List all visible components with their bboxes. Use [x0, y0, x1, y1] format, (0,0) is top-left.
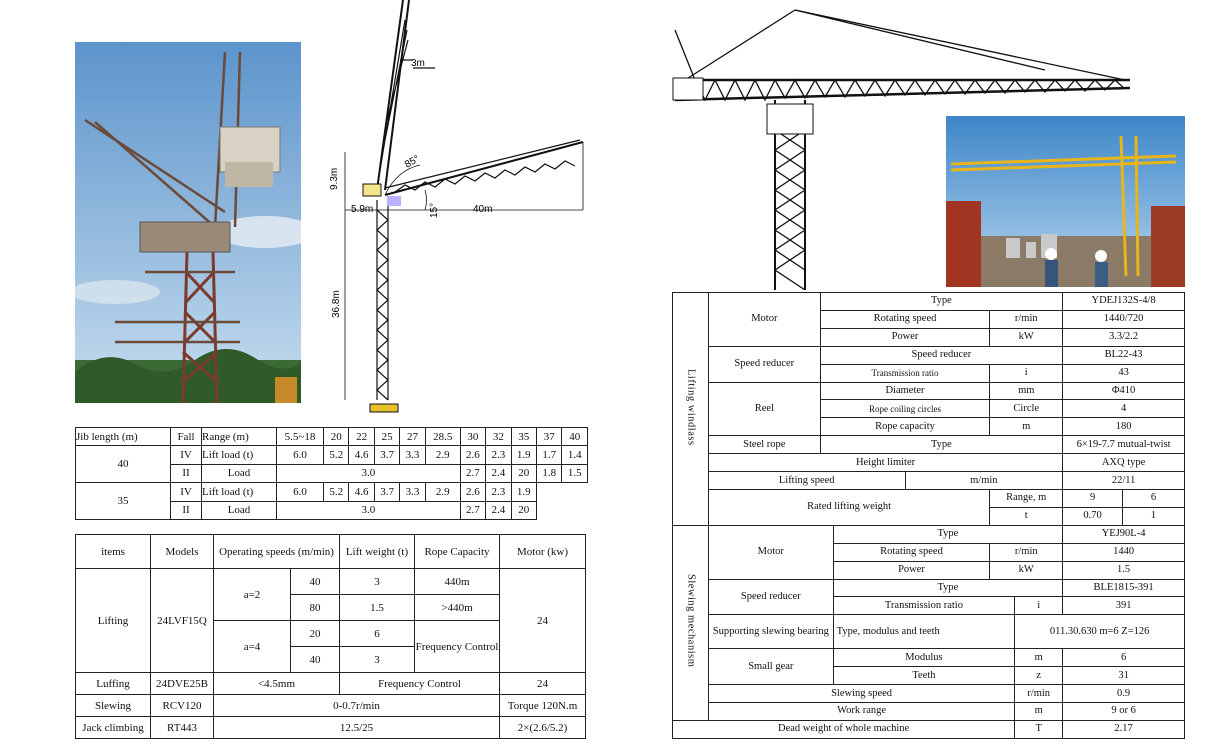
table-header-cell: Motor (kw) [500, 535, 586, 569]
table-header-cell: 40 [562, 428, 588, 446]
speed-cell: 20 [291, 621, 340, 647]
tower-crane-photo [946, 116, 1185, 287]
table-row [76, 569, 586, 595]
spec-value: 391 [1063, 597, 1185, 615]
spec-sub: Rotating speed [833, 543, 990, 561]
table-row [673, 579, 1185, 597]
motor-cell: Torque 120N.m [500, 695, 586, 717]
value-cell: 2.7 [460, 501, 485, 519]
spec-label: Height limiter [708, 454, 1062, 472]
diagram-label-15: 15° [429, 202, 440, 218]
spec-value: 6×19-7.7 mutual-twist [1063, 436, 1185, 454]
table-header-cell: 27 [400, 428, 425, 446]
spec-value: 180 [1063, 418, 1185, 436]
table-header-cell: 22 [349, 428, 374, 446]
table-header-cell: Rope Capacity [415, 535, 500, 569]
spec-unit: i [1015, 597, 1063, 615]
value-cell: 1.8 [537, 464, 562, 482]
spec-unit: m [990, 418, 1063, 436]
spec-sub: Modulus [833, 649, 1015, 667]
table-header-cell: 30 [460, 428, 485, 446]
value-cell: 1.9 [511, 446, 536, 464]
spec-sub: Diameter [820, 382, 990, 400]
jib-length-cell: 35 [76, 483, 171, 520]
item-cell: Lifting [76, 569, 151, 673]
spec-unit: z [1015, 667, 1063, 685]
value-cell: 5.2 [324, 446, 349, 464]
table-header-cell: 25 [374, 428, 399, 446]
value-cell: 1.7 [537, 446, 562, 464]
spec-unit: r/min [990, 543, 1063, 561]
table-header-cell: Jib length (m) [76, 428, 171, 446]
table-row [673, 489, 1185, 507]
spec-unit: kW [990, 561, 1063, 579]
table-row [76, 535, 586, 569]
spec-value: 0.9 [1063, 685, 1185, 703]
spec-unit: T [1015, 720, 1063, 738]
fall-cell: IV [171, 446, 202, 464]
spec-sub: Speed reducer [820, 346, 1062, 364]
table-header-cell: 5.5~18 [277, 428, 324, 446]
table-row [673, 703, 1185, 721]
weight-cell: 3 [340, 647, 415, 673]
table-header-cell: 20 [324, 428, 349, 446]
spec-value: Φ410 [1063, 382, 1185, 400]
group-label: Lifting windlass [685, 368, 697, 446]
table-row [673, 685, 1185, 703]
item-cell: Luffing [76, 673, 151, 695]
table-row [76, 483, 588, 501]
rope-cell: >440m [415, 595, 500, 621]
weight-cell: 3 [340, 569, 415, 595]
rope-cell: 440m [415, 569, 500, 595]
frequency-control-cell: Frequency Control [415, 621, 500, 673]
spec-value: 9 or 6 [1063, 703, 1185, 721]
table-header-cell: Operating speeds (m/min) [214, 535, 340, 569]
value-cell: 2.3 [486, 446, 511, 464]
table-row [76, 695, 586, 717]
empty-cell [562, 483, 588, 501]
value-cell: 3.7 [374, 446, 399, 464]
spec-value: BLE1815-391 [1063, 579, 1185, 597]
spec-label: Lifting speed [708, 472, 905, 490]
weight-cell: 6 [340, 621, 415, 647]
spec-unit: r/min [990, 310, 1063, 328]
specification-table [672, 292, 1185, 739]
value-cell: 3.3 [400, 483, 425, 501]
model-cell: 24DVE25B [151, 673, 214, 695]
diagram-label-85: 85° [403, 153, 422, 171]
spec-value: AXQ type [1063, 454, 1185, 472]
spec-unit: m/min [905, 472, 1063, 490]
value-cell: 2.4 [486, 501, 511, 519]
value-cell: 2.4 [486, 464, 511, 482]
weight-cell: 1.5 [340, 595, 415, 621]
spec-unit: Circle [990, 400, 1063, 418]
table-row [76, 673, 586, 695]
value-cell: 2.7 [460, 464, 485, 482]
value-cell: 1.5 [562, 464, 588, 482]
spec-value: 2.17 [1063, 720, 1185, 738]
diagram-label-9-3m: 9.3m [329, 167, 340, 190]
spec-value: 6 [1123, 489, 1185, 507]
motor-cell: 2×(2.6/5.2) [500, 717, 586, 739]
model-cell: RCV120 [151, 695, 214, 717]
row-label-cell: Load [202, 464, 277, 482]
spec-sub: Range, m [990, 489, 1063, 507]
merged-value-cell: 3.0 [277, 464, 461, 482]
spec-value: 1440/720 [1063, 310, 1185, 328]
table-header-cell: items [76, 535, 151, 569]
spec-value: 0.70 [1063, 507, 1123, 525]
spec-value: YDEJ132S-4/8 [1063, 293, 1185, 311]
diagram-label-40m: 40m [473, 204, 493, 215]
table-row [673, 649, 1185, 667]
merged-value-cell: 3.0 [277, 501, 461, 519]
table-header-cell: 37 [537, 428, 562, 446]
operating-speeds-table [75, 534, 586, 739]
table-header-cell: 35 [511, 428, 536, 446]
spec-label: Motor [708, 293, 820, 347]
luffing-crane-diagram [325, 0, 595, 415]
value-cell: 20 [511, 464, 536, 482]
spec-value: 22/11 [1063, 472, 1185, 490]
spec-sub: Rotating speed [820, 310, 990, 328]
spec-label: Small gear [708, 649, 833, 685]
spec-label: Motor [708, 525, 833, 579]
control-cell: Frequency Control [340, 673, 500, 695]
fall-cell: II [171, 464, 202, 482]
spec-sub: Type [820, 293, 1062, 311]
empty-cell [537, 483, 562, 501]
row-label-cell: Lift load (t) [202, 483, 277, 501]
spec-label: Work range [708, 703, 1014, 721]
spec-sub: Teeth [833, 667, 1015, 685]
table-header-cell: Lift weight (t) [340, 535, 415, 569]
value-cell: 2.9 [425, 446, 460, 464]
diagram-label-5-9m: 5.9m [351, 204, 374, 215]
spec-unit: i [990, 364, 1063, 382]
fall-cell: II [171, 501, 202, 519]
value-cell: 4.6 [349, 446, 374, 464]
spec-unit: r/min [1015, 685, 1063, 703]
spec-sub: Transmission ratio [820, 364, 990, 382]
value-cell: 1.9 [511, 483, 536, 501]
empty-cell [537, 501, 562, 519]
table-row [673, 346, 1185, 364]
table-row [76, 446, 588, 464]
spec-label: Slewing speed [708, 685, 1014, 703]
table-row [673, 436, 1185, 454]
value-cell: 6.0 [277, 483, 324, 501]
reeving-cell: a=4 [214, 621, 291, 673]
spec-value: 31 [1063, 667, 1185, 685]
speed-cell: 40 [291, 647, 340, 673]
spec-value: BL22-43 [1063, 346, 1185, 364]
slewing-mechanism-group [673, 525, 709, 720]
table-row [673, 615, 1185, 649]
spec-sub: Rope coiling circles [820, 400, 990, 418]
jib-load-table [75, 427, 588, 520]
group-label: Slewing mechanism [685, 574, 697, 668]
spec-value: 4 [1063, 400, 1185, 418]
speed-cell: 12.5/25 [214, 717, 500, 739]
value-cell: 5.2 [324, 483, 349, 501]
spec-value: 6 [1063, 649, 1185, 667]
item-cell: Slewing [76, 695, 151, 717]
spec-value: 1440 [1063, 543, 1185, 561]
spec-label: Speed reducer [708, 579, 833, 615]
spec-label: Speed reducer [708, 346, 820, 382]
speed-cell: 0-0.7r/min [214, 695, 500, 717]
table-header-cell: 28.5 [425, 428, 460, 446]
spec-label: Rated lifting weight [708, 489, 989, 525]
table-row [673, 382, 1185, 400]
table-header-cell: Models [151, 535, 214, 569]
diagram-label-36-8m: 36.8m [331, 290, 342, 318]
spec-sub: Type [833, 525, 1063, 543]
table-row [76, 428, 588, 446]
lifting-windlass-group [673, 293, 709, 526]
spec-sub: Type [833, 579, 1063, 597]
value-cell: 2.9 [425, 483, 460, 501]
spec-unit: m [1015, 703, 1063, 721]
table-row [673, 454, 1185, 472]
jib-length-cell: 40 [76, 446, 171, 483]
spec-value: 011.30.630 m=6 Z=126 [1015, 615, 1185, 649]
spec-value: 3.3/2.2 [1063, 328, 1185, 346]
table-row [76, 717, 586, 739]
value-cell: 6.0 [277, 446, 324, 464]
table-row [673, 525, 1185, 543]
table-row [673, 472, 1185, 490]
table-header-cell: Fall [171, 428, 202, 446]
item-cell: Jack climbing [76, 717, 151, 739]
value-cell: 2.6 [460, 483, 485, 501]
motor-cell: 24 [500, 673, 586, 695]
value-cell: 4.6 [349, 483, 374, 501]
spec-value: YEJ90L-4 [1063, 525, 1185, 543]
row-label-cell: Load [202, 501, 277, 519]
table-row [673, 720, 1185, 738]
model-cell: 24LVF15Q [151, 569, 214, 673]
table-header-cell: 32 [486, 428, 511, 446]
spec-label: Supporting slewing bearing [708, 615, 833, 649]
spec-sub: Type, modulus and teeth [833, 615, 1015, 649]
spec-sub: t [990, 507, 1063, 525]
value-cell: 3.7 [374, 483, 399, 501]
spec-sub: Type [820, 436, 1062, 454]
value-cell: 2.3 [486, 483, 511, 501]
spec-value: 1.5 [1063, 561, 1185, 579]
model-cell: RT443 [151, 717, 214, 739]
spec-unit: m [1015, 649, 1063, 667]
diagram-label-top: 3m [411, 58, 425, 69]
spec-unit: kW [990, 328, 1063, 346]
spec-label: Steel rope [708, 436, 820, 454]
spec-value: 43 [1063, 364, 1185, 382]
spec-label: Reel [708, 382, 820, 436]
spec-label: Dead weight of whole machine [673, 720, 1015, 738]
spec-value: 9 [1063, 489, 1123, 507]
speed-cell: <4.5mm [214, 673, 340, 695]
value-cell: 3.3 [400, 446, 425, 464]
luffing-crane-photo [75, 42, 301, 403]
row-label-cell: Lift load (t) [202, 446, 277, 464]
spec-unit: mm [990, 382, 1063, 400]
reeving-cell: a=2 [214, 569, 291, 621]
table-header-cell: Range (m) [202, 428, 277, 446]
empty-cell [562, 501, 588, 519]
fall-cell: IV [171, 483, 202, 501]
table-row [673, 293, 1185, 311]
value-cell: 1.4 [562, 446, 588, 464]
spec-sub: Power [820, 328, 990, 346]
speed-cell: 80 [291, 595, 340, 621]
motor-cell: 24 [500, 569, 586, 673]
spec-sub: Rope capacity [820, 418, 990, 436]
spec-sub: Power [833, 561, 990, 579]
value-cell: 20 [511, 501, 536, 519]
spec-value: 1 [1123, 507, 1185, 525]
speed-cell: 40 [291, 569, 340, 595]
value-cell: 2.6 [460, 446, 485, 464]
spec-sub: Transmission ratio [833, 597, 1015, 615]
